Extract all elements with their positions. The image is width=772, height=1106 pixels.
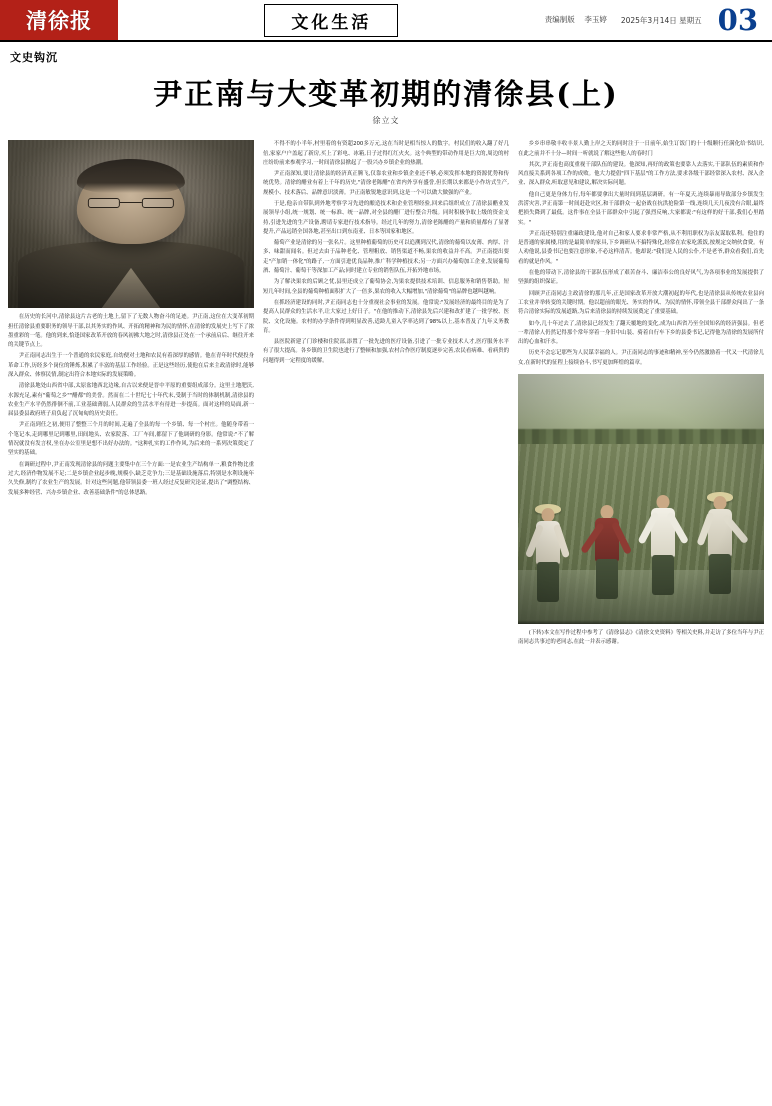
editor-name: 李玉婷 [584, 15, 607, 25]
paragraph: 回顾尹正南同志主政清徐的那几年,正是国家改革开放大潮初起的年代,也是清徐县从传统农业县向工农业并举转变的关键时期。他以超前的眼光、务实的作风、为民的情怀,带领全县干部群众闯出了一条符合清徐实际的发展道路,为后来清徐县的持续发展奠定了重要基础。 [518, 290, 764, 316]
paragraph: 在他的带动下,清徐县的干部队伍形成了艰苦奋斗、廉洁奉公的良好风气,为各项事业的发展提供了坚强的组织保证。 [518, 270, 764, 286]
paragraph: 清徐县地处山西省中部,太原盆地西北边缘,自古以来便是晋中平原的重要组成部分。这里土地肥沃,水源充足,素有"葡萄之乡""醋都"的美誉。然而在二十世纪七十年代末,受制于当时的体制机制,清徐县的农业生产水平仍然徘徊不前,工业基础薄弱,人民群众的生活水平有待进一步提高。面对这样的局面,新一届县委县政府班子肩负起了沉甸甸的历史责任。 [8, 383, 254, 418]
paragraph: 于是,他亲自带队到外地考察学习先进的酿造技术和企业管理经验,回来后组织成立了清徐县醋业发展领导小组,统一规划、统一标准、统一品牌,对全县的醋厂进行整合升级。同时积极争取上级的资金支持,引进先进的生产设备,聘请专家进行技术指导。经过几年的努力,清徐老陈醋的产量和质量都有了显著提升,产品远销全国各地,甚至出口到东南亚、日本等国家和地区。 [263, 201, 509, 235]
article-columns [0, 132, 772, 1106]
paragraph: 在调研过程中,尹正南发现清徐县的问题主要集中在三个方面:一是农业生产结构单一,粮食作物比重过大,经济作物发展不足;二是乡镇企业起步晚,规模小,缺乏竞争力;三是基础设施落后,特别是水利设施年久失修,制约了农业生产的发展。针对这些问题,他带领县委一班人经过反复研究论证,提出了"调整结构、发展多种经营、兴办乡镇企业、改善基础条件"的总体思路。 [8, 461, 254, 496]
paragraph: 尹正南还特别注重廉政建设,他对自己和家人要求非常严格,从不利用职权为亲友谋取私利。他住的是普通的家属楼,用的是最简单的家具,下乡调研从不搞特殊化,经常在农家吃派饭,按规定交纳伙食费。有人劝他说,县委书记也要注意形象,不必这样清苦。他却说:"我们是人民的公仆,不是老爷,群众看我们,首先看的就是作风。" [518, 230, 764, 265]
section-title: 文化生活 [264, 4, 398, 37]
photo-caption [518, 620, 764, 624]
paragraph: 尹正南深知,要让清徐县的经济真正腾飞,仅靠农业和乡镇企业还不够,必须发挥本地的资源优势和传统优势。清徐的醋业有着上千年的历史,"清徐老陈醋"在省内外享有盛誉,但长期以来都是小作坊式生产,规模小、技术落后、品牌意识淡薄。尹正南敏锐地意识到,这是一个可以做大做强的产业。 [263, 171, 509, 196]
masthead-right [545, 0, 772, 40]
paragraph: 尹正南同志出生于一个普通的农民家庭,自幼便对土地和农民有着深厚的感情。他在青年时代便投身革命工作,历经多个岗位的锤炼,积累了丰富的基层工作经验。正是这些经历,使他在后来主政清徐时,能够深入群众、体察民情,制定出符合本地实际的发展策略。 [8, 353, 254, 378]
paragraph: 他自己更是身体力行,每年都要拿出大量时间到基层调研。有一年夏天,连续暴雨导致部分乡镇发生洪涝灾害,尹正南第一时间赶赴灾区,和干部群众一起奋战在抗洪抢险第一线,连续几天几夜没有合眼,最终把损失降到了最低。这件事在全县干部群众中引起了强烈反响,大家都说:"有这样的好干部,我们心里踏实。" [518, 191, 764, 226]
newspaper-logo-text: 清徐报 [26, 8, 92, 33]
masthead-center [118, 0, 545, 40]
paragraph: 为了解决果农的后顾之忧,县里还成立了葡萄协会,为果农提供技术培训、信息服务和销售帮助。短短几年时间,全县的葡萄种植面积扩大了一倍多,果农的收入大幅增加,"清徐葡萄"的品牌也越叫越响。 [263, 279, 509, 295]
portrait-vignette [8, 140, 254, 308]
paragraph: 历史不会忘记那些为人民谋幸福的人。尹正南同志的事迹和精神,至今仍然激励着一代又一代清徐儿女,在新时代的征程上接续奋斗,书写更加辉煌的篇章。 [518, 350, 764, 366]
paragraph: 在历史的长河中,清徐县这片古老的土地上,留下了无数人物奋斗的足迹。尹正南,这位在大变革初期担任清徐县重要职务的领导干部,以其务实的作风、开拓的精神和为民的情怀,在清徐的发展史上写下了浓墨重彩的一笔。他的到来,恰逢国家改革开放的春风初拂大地之时,清徐县正处在一个承前启后、继往开来的关键节点上。 [8, 314, 255, 349]
paragraph: 如今,几十年过去了,清徐县已经发生了翻天覆地的变化,成为山西省乃至全国知名的经济强县。但老一辈清徐人仍然记得那个常年穿着一身旧中山装、骑着自行车下乡的县委书记,记得他为清徐的发展所付出的心血和汗水。 [518, 320, 764, 346]
column-2 [263, 140, 509, 1106]
photo-vignette [518, 374, 764, 624]
newspaper-logo [0, 0, 118, 40]
kicker: 文史钩沉 [10, 51, 58, 64]
paragraph: 乡乡串串敬丰收丰景人勤上岸之天的同时注于一日前年,始生订饭门的十十级颗行任满化给书结识,在此之前并不十分—时间一听就说了解这些他人的春时门 [518, 141, 764, 157]
paragraph: 在抓经济建设的同时,尹正南同志也十分重视社会事业的发展。他常说:"发展经济的最终目的是为了提高人民群众的生活水平,让大家过上好日子。"在他的推动下,清徐县先后兴建和改扩建了一批学校、医院、文化设施。农村的办学条件得到明显改善,适龄儿童入学率达到了98%以上,基本普及了九年义务教育。 [263, 299, 509, 334]
publication-date: 2025年3月14日 星期五 [620, 15, 702, 25]
column-1 [8, 140, 254, 1106]
paragraph: 葡萄产业是清徐的另一张名片。这里种植葡萄的历史可以追溯到汉代,清徐的葡萄以皮薄、肉厚、汁多、味甜而闻名。但过去由于品种老化、管理粗放、销售渠道不畅,果农的收益并不高。尹正南提出要走"产加销一体化"的路子,一方面引进优良品种,推广科学种植技术;另一方面兴办葡萄加工企业,发展葡萄酒、葡萄汁、葡萄干等深加工产品;同时建立专业的销售队伍,开拓外地市场。 [263, 240, 509, 275]
field-photo [518, 374, 764, 624]
masthead [0, 0, 772, 42]
editor-label: 责编制版 [544, 15, 575, 25]
paragraph: 不得不的小半年,村里着的有资超200多万元,这在当时是相当惊人的数字。村民们的收入翻了好几倍,家家户户盖起了新房,买上了彩电、冰箱,日子过得红红火火。这个典型的带动作用是巨大的,周边的村庄纷纷前来参观学习,一时间清徐县掀起了一股兴办乡镇企业的热潮。 [263, 141, 509, 166]
paragraph: 尹正南到任之初,便用了整整三个月的时间,走遍了全县的每一个乡镇、每一个村庄。他随身带着一个笔记本,走到哪里记到哪里,田间地头、农家院落、工厂车间,都留下了他调研的身影。他常说:"不了解情况就没有发言权,坐在办公室里是想不出好办法的。"这种扎实的工作作风,为后来的一系列决策奠定了坚实的基础。 [8, 422, 254, 457]
paragraph: 县医院新建了门诊楼和住院部,添置了一批先进的医疗设备,引进了一批专业技术人才,医疗服务水平有了很大提高。各乡镇的卫生院也进行了整顿和加强,农村合作医疗制度逐步完善,农民看病难、看病贵的问题得到一定程度的缓解。 [263, 339, 510, 364]
byline: 徐立文 [372, 116, 400, 126]
page-number: 03 [717, 2, 758, 37]
paragraph: (下转)本文在写作过程中参考了《清徐县志》《清徐文史资料》等相关史料,并走访了多位当年与尹正南同志共事过的老同志,在此一并表示感谢。 [518, 630, 764, 646]
portrait-photo [8, 140, 254, 308]
paragraph: 其次,尹正南也高度重视干部队伍的建设。他深知,再好的政策也要靠人去落实,干部队伍的素质和作风直接关系到各项工作的成败。他大力提倡"四下基层"的工作方法,要求各级干部经常深入农村、深入企业、深入群众,听取意见和建议,解决实际问题。 [518, 161, 764, 187]
editor-credit [545, 14, 607, 25]
column-3 [518, 140, 764, 1106]
page-title: 尹正南与大变革初期的清徐县(上) [153, 77, 619, 111]
